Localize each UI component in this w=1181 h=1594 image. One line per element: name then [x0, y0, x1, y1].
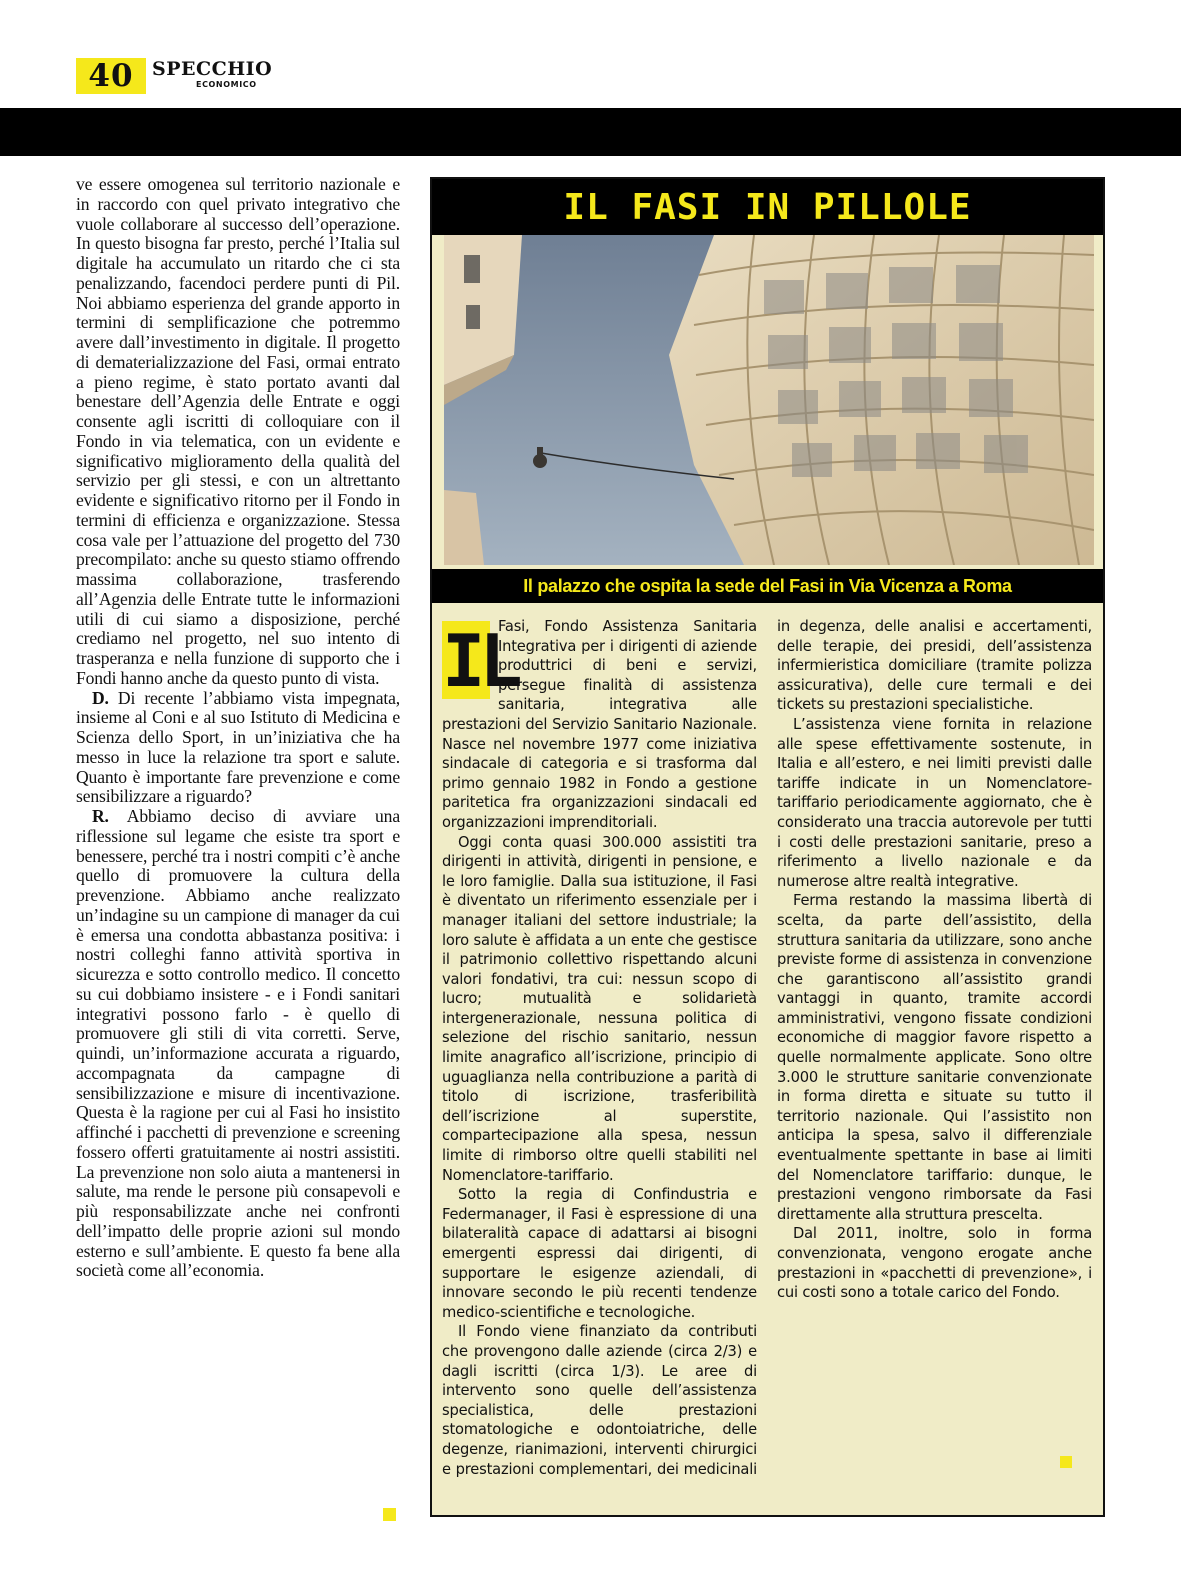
magazine-name: SPECCHIO	[152, 58, 273, 80]
page-number: 40	[76, 58, 146, 94]
article-paragraph: ve essere omogenea sul territorio nazionale e in raccordo con quel privato integrativo che vuole collaborare al successo dell’operazione. In questo bisogna far presto, perché l’Italia sul digitale ha accumulato un ritardo che ci sta penalizzando, facendoci perdere punti di Pil. Noi abbiamo esperienza del grande apporto in termini di semplificazione che potremmo avere dall’investimento in digitale. Il progetto di dematerializzazione del Fasi, ormai entrato a pieno regime, è stato portato avanti dal benestare dell’Agenzia delle Entrate e oggi consente agli iscritti di colloquiare con il Fondo in via telematica, con un evidente e significativo miglioramento della qualità del servizio per gli stessi, e con un altrettanto evidente e significativo ritorno per il Fondo in termini di efficienza e organizzazione. Stessa cosa vale per l’attuazione del progetto del 730 precompilato: anche su questo stiamo offrendo massima collaborazione, trasferendo all’Agenzia delle Entrate tutte le informazioni utili di cui siamo a disposizione, perché crediamo nel progetto, nel suo intento di trasperanza e nella funzione di supporto che i Fondi hanno anche da questo punto di vista.	[76, 174, 400, 688]
box-paragraph: Dal 2011, inoltre, solo in forma convenzionata, vengono erogate anche prestazioni in «pacchetti di prevenzione», i cui costi sono a totale carico del Fondo.	[777, 1225, 1092, 1302]
answer-text: Abbiamo deciso di avviare una riflessione sul legame che esiste tra sport e benessere, perché tra i nostri compiti c’è anche quello di promuovere la cultura della prevenzione. Abbiamo anche realizzato un’indagine su un campione di manager da cui è emersa una condotta abbastanza positiva: i nostri colleghi fanno attività sportiva in sicurezza e sotto controllo medico. Il concetto su cui dobbiamo insistere - e i Fondi sanitari integrativi possono farlo - è quello di promuovere gli stili di vita corretti. Serve, quindi, un’informazione accurata a riguardo, accompagnata da campagne di sensibilizzazione e misure di incentivazione. Questa è la ragione per cui al Fasi ho insistito affinché i pacchetti di prevenzione e screening fossero offerti gratuitamente ai nostri assistiti. La prevenzione non solo aiuta a mantenersi in salute, ma rende le persone più consapevoli e più responsabilizzate anche nei confronti dell’impatto delle proprie azioni sul mondo esterno e sull’ambiente. E questo fa bene alla società come all’economia.	[76, 806, 400, 1281]
photo-caption: Il palazzo che ospita la sede del Fasi in Via Vicenza a Roma	[523, 576, 1012, 596]
box-title: IL FASI IN PILLOLE	[432, 179, 1103, 235]
question-text: Di recente l’abbiamo vista impegnata, insieme al Coni e al suo Istituto di Medicina e Scienza dello Sport, in un’iniziativa che ha messo in luce la relazione tra sport e salute. Quanto è importante fare prevenzione e come sensibilizzare a riguardo?	[76, 687, 400, 807]
article-left-column	[76, 175, 400, 1281]
box-paragraph: Sotto la regia di Confindustria e Federmanager, il Fasi è espressione di una bilateralità capace di adattarsi ai bisogni emergenti espressi dai dirigenti, di supportare le esigenze aziendali, di innovare secondo le più recenti tendenze medico-scientifiche e tecnologiche.	[442, 1186, 757, 1321]
end-of-article-mark	[383, 1508, 396, 1521]
box-paragraph: Oggi conta quasi 300.000 assistiti tra dirigenti in attività, dirigenti in pensione, e le loro famiglie. Dalla sua istituzione, il Fasi è diventato un riferimento essenziale per i manager italiani del settore industriale; la loro salute è affidata a un ente che gestisce il patrimonio collettivo rispettando alcuni valori fondativi, tra cui: nessun scopo di lucro; mutualità e solidarietà intergenerazionale, nessuna politica di selezione del rischio sanitario, nessun limite anagrafico all’iscrizione, principio di uguaglianza nella contribuzione a parità di titolo di iscrizione, trasferibilità dell’iscrizione al superstite, compartecipazione alla spesa, nessun limite di rimborso oltre quelli stabiliti nel Nomenclatore-tariffario.	[442, 833, 757, 1184]
question-paragraph	[76, 689, 400, 808]
end-of-box-mark	[1060, 1456, 1072, 1468]
answer-paragraph	[76, 807, 400, 1281]
building-photo	[444, 235, 1094, 565]
question-label: D.	[92, 687, 109, 708]
answer-label: R.	[92, 806, 109, 826]
box-paragraph	[442, 617, 757, 833]
box-paragraph: L’assistenza viene fornita in relazione alle spese effettivamente sostenute, in Italia e all’estero, e nei limiti previsti dalle tariffe indicate in un Nomenclatore-tariffario periodicamente aggiornato, che è considerato una traccia autorevole per tutti i costi delle prestazioni sanitarie, preso a riferimento a livello nazionale e da numerose altre realtà integrative.	[777, 715, 1092, 890]
header-band	[0, 108, 1181, 156]
magazine-subtitle: ECONOMICO	[196, 80, 257, 89]
box-body-text	[442, 617, 1092, 1487]
box-paragraph-text: Fasi, Fondo Assistenza Sanitaria Integrativa per i dirigenti di aziende produttrici di beni e servizi, persegue finalità di assistenza sanitaria, integrativa alle prestazioni del Servizio Sanitario Nazionale. Nasce nel novembre 1977 come iniziativa sindacale di categoria e si trasforma dal primo gennaio 1982 in Fondo a gestione paritetica fra organizzazioni sindacali ed organizzazioni imprenditoriali.	[442, 618, 757, 831]
box-paragraph: Il Fondo viene finanziato da contributi che provengono dalle aziende (circa 2/3) e dagli iscritti (circa 1/3). Le aree di intervento sono quelle dell’assistenza specialistica, delle prestazioni stomatologiche e odontoiatriche, delle degenze, rianimazioni, interventi chirurgici e prestazioni complementari, dei medicinali in degenza, delle analisi e accertamenti, delle terapie, dei presidi, dell’assistenza infermieristica domiciliare (tramite polizza assicurativa), delle cure termali e dei tickets su prestazioni specialistiche.	[442, 618, 1092, 1478]
sidebar-box	[430, 177, 1105, 1517]
dropcap: IL	[442, 619, 517, 703]
box-paragraph: Ferma restando la massima libertà di scelta, da parte dell’assistito, della struttura sanitaria da utilizzare, sono anche previste forme di assistenza in convenzione che garantiscono all’assistito grandi vantaggi in quanto, tramite accordi amministrativi, vengono fissate condizioni economiche di maggior favore rispetto a quelle normalmente applicate. Sono oltre 3.000 le strutture sanitarie convenzionate in forma diretta e situate su tutto il territorio nazionale. Qui l’assistito non anticipa la spesa, salvo il differenziale eventualmente spettante in base ai limiti del Nomenclatore tariffario: dunque, le prestazioni vengono rimborsate da Fasi direttamente alla struttura prescelta.	[777, 892, 1092, 1223]
